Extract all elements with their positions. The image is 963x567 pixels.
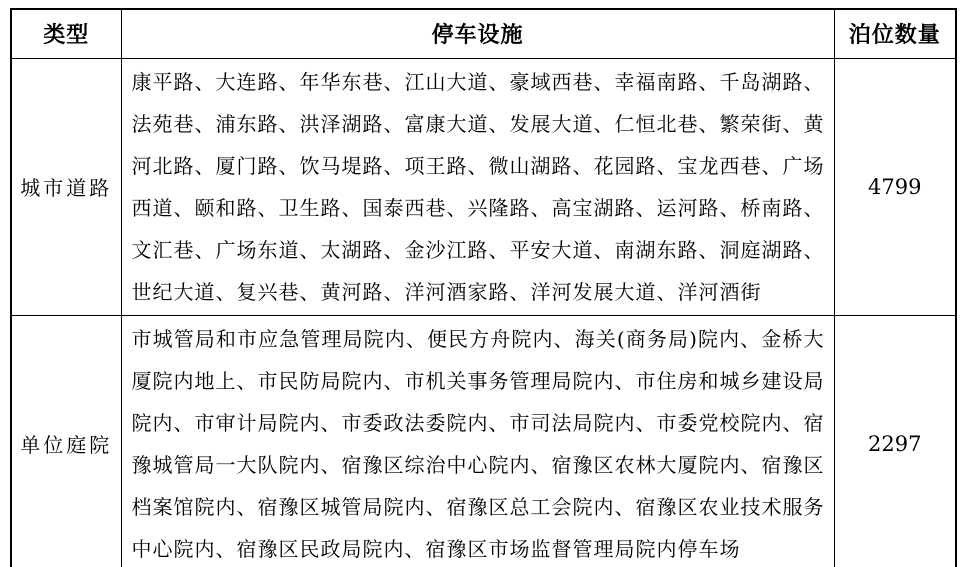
count-cell: 4799 — [834, 58, 956, 315]
facilities-cell: 康平路、大连路、年华东巷、江山大道、豪域西巷、幸福南路、千岛湖路、法苑巷、浦东路、洪泽湖路、富康大道、发展大道、仁恒北巷、繁荣街、黄河北路、厦门路、饮马堤路、项王路、微山湖路、花园路、宝龙西巷、广场西道、颐和路、卫生路、国泰西巷、兴隆路、高宝湖路、运河路、桥南路、文汇巷、广场东道、太湖路、金沙江路、平安大道、南湖东路、洞庭湖路、世纪大道、复兴巷、黄河路、洋河酒家路、洋河发展大道、洋河酒街 — [121, 58, 834, 315]
table-row-unit-yards — [11, 315, 956, 567]
type-cell: 城市道路 — [11, 58, 121, 315]
type-cell: 单位庭院 — [11, 315, 121, 567]
count-cell: 2297 — [834, 315, 956, 567]
table-row-city-roads — [11, 58, 956, 315]
header-berth-count: 泊位数量 — [834, 9, 956, 58]
parking-facilities-table — [10, 8, 957, 567]
header-facilities: 停车设施 — [121, 9, 834, 58]
facilities-cell: 市城管局和市应急管理局院内、便民方舟院内、海关(商务局)院内、金桥大厦院内地上、市民防局院内、市机关事务管理局院内、市住房和城乡建设局院内、市审计局院内、市委政法委院内、市司法局院内、市委党校院内、宿豫城管局一大队院内、宿豫区综治中心院内、宿豫区农林大厦院内、宿豫区档案馆院内、宿豫区城管局院内、宿豫区总工会院内、宿豫区农业技术服务中心院内、宿豫区民政局院内、宿豫区市场监督管理局院内停车场 — [121, 315, 834, 567]
table-header-row — [11, 9, 956, 58]
header-type: 类型 — [11, 9, 121, 58]
